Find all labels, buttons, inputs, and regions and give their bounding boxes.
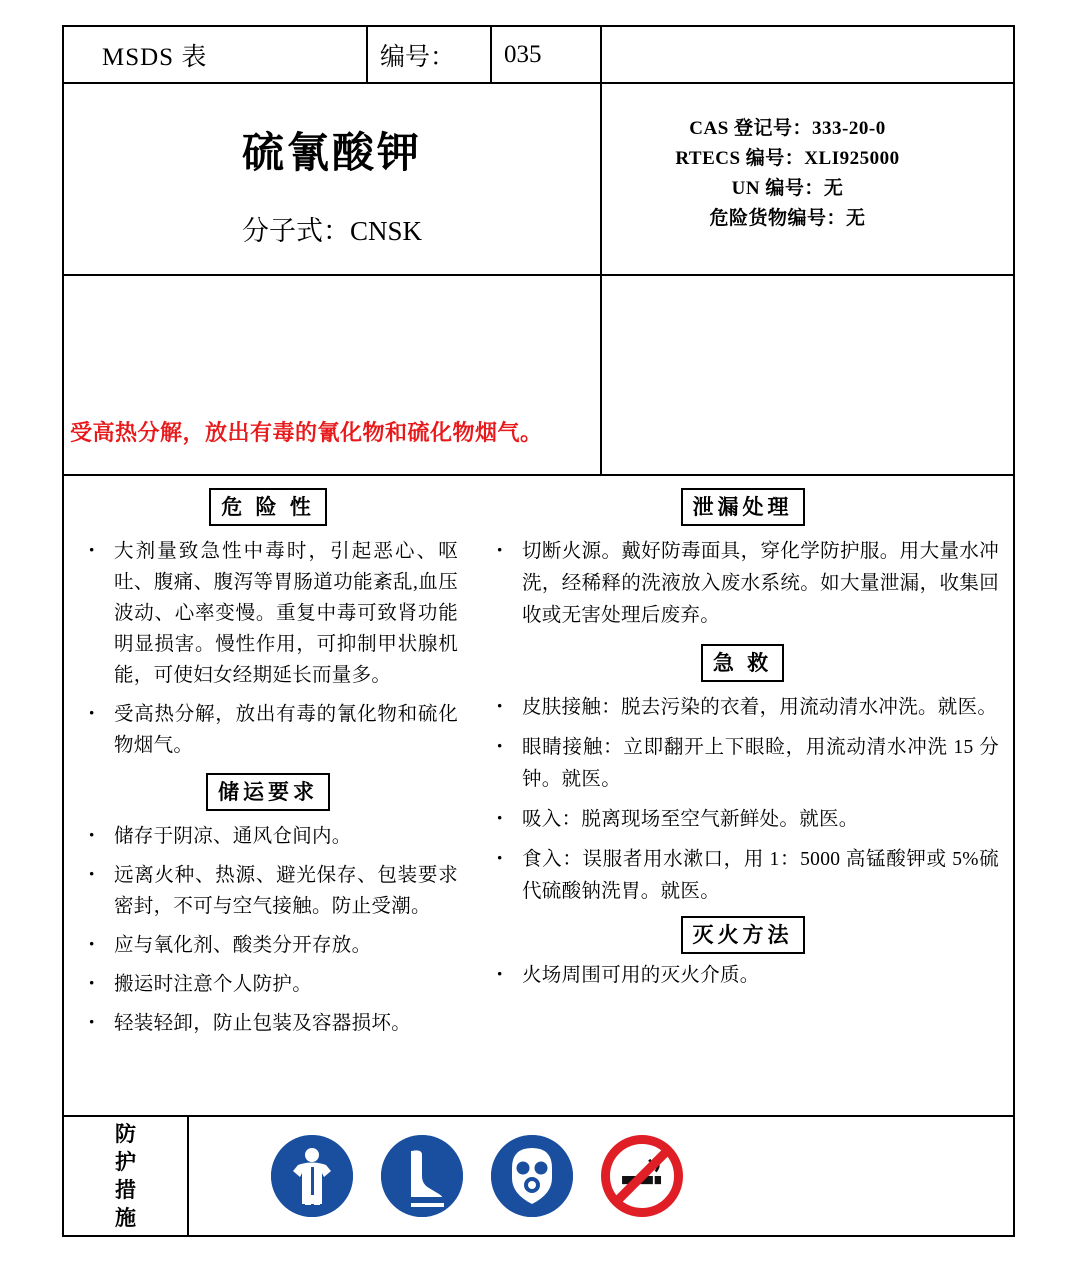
hazard-list bbox=[64, 536, 472, 761]
list-item: · 轻装轻卸，防止包装及容器损坏。 bbox=[80, 1008, 458, 1039]
firefighting-section-header-wrap bbox=[472, 916, 1013, 954]
right-content-column bbox=[472, 476, 1013, 1115]
storage-section-header-wrap bbox=[64, 773, 472, 811]
cas-number: CAS 登记号：333-20-0 bbox=[689, 118, 886, 139]
header-divider bbox=[600, 27, 602, 82]
hazard-section-title: 危 险 性 bbox=[209, 488, 327, 526]
warning-row bbox=[64, 276, 1013, 476]
sheet-header-row bbox=[64, 27, 1013, 84]
list-item: · 吸入：脱离现场至空气新鲜处。就医。 bbox=[488, 804, 999, 836]
protection-pictograms bbox=[189, 1117, 1013, 1235]
list-item: · 火场周围可用的灭火介质。 bbox=[488, 960, 999, 992]
firstaid-section-title: 急 救 bbox=[701, 644, 784, 682]
un-number: UN 编号：无 bbox=[731, 178, 844, 199]
leak-section-title: 泄漏处理 bbox=[681, 488, 805, 526]
red-warning-text: 受高热分解，放出有毒的氰化物和硫化物烟气。 bbox=[70, 420, 543, 445]
content-row bbox=[64, 476, 1013, 1117]
leak-list bbox=[472, 536, 1013, 632]
list-item: · 远离火种、热源、避光保存、包装要求密封，不可与空气接触。防止受潮。 bbox=[80, 860, 458, 922]
list-item: · 储存于阴凉、通风仓间内。 bbox=[80, 821, 458, 852]
protection-label bbox=[64, 1117, 189, 1235]
storage-section-title: 储运要求 bbox=[206, 773, 330, 811]
list-item: · 受高热分解，放出有毒的氰化物和硫化物烟气。 bbox=[80, 699, 458, 761]
chemical-identity-box bbox=[64, 84, 600, 274]
storage-list bbox=[64, 821, 472, 1039]
hazard-section-header-wrap bbox=[64, 488, 472, 526]
firstaid-section-header-wrap bbox=[472, 644, 1013, 682]
protection-label-char: 施 bbox=[115, 1206, 136, 1230]
list-item: · 眼睛接触：立即翻开上下眼睑，用流动清水冲洗 15 分钟。就医。 bbox=[488, 732, 999, 796]
rtecs-number: RTECS 编号：XLI925000 bbox=[675, 148, 900, 169]
list-item: · 食入：误服者用水漱口，用 1：5000 高锰酸钾或 5%硫代硫酸钠洗胃。就医。 bbox=[488, 844, 999, 908]
sheet-type-label: MSDS 表 bbox=[102, 43, 208, 71]
protection-row bbox=[64, 1117, 1013, 1235]
protection-label-char: 护 bbox=[115, 1150, 136, 1174]
list-item: · 搬运时注意个人防护。 bbox=[80, 969, 458, 1000]
protection-label-char: 措 bbox=[115, 1178, 136, 1202]
warning-right-cell bbox=[600, 276, 1013, 474]
gas-mask-icon bbox=[491, 1135, 573, 1217]
no-smoking-icon bbox=[601, 1135, 683, 1217]
list-item: · 切断火源。戴好防毒面具，穿化学防护服。用大量水冲洗，经稀释的洗液放入废水系统。如大量泄漏，收集回收或无害处理后废弃。 bbox=[488, 536, 999, 632]
molecular-formula: 分子式：CNSK bbox=[241, 216, 423, 246]
number-value: 035 bbox=[490, 27, 600, 82]
warning-left-cell bbox=[64, 276, 600, 474]
firstaid-list bbox=[472, 692, 1013, 908]
msds-sheet bbox=[62, 25, 1015, 1237]
left-content-column bbox=[64, 476, 472, 1115]
list-item: · 皮肤接触：脱去污染的衣着，用流动清水冲洗。就医。 bbox=[488, 692, 999, 724]
protective-clothing-icon bbox=[271, 1135, 353, 1217]
safety-boots-icon bbox=[381, 1135, 463, 1217]
firefighting-list bbox=[472, 960, 1013, 992]
identifier-codes-box bbox=[600, 84, 1013, 274]
list-item: · 应与氧化剂、酸类分开存放。 bbox=[80, 930, 458, 961]
identity-row bbox=[64, 84, 1013, 276]
list-item: · 大剂量致急性中毒时，引起恶心、呕吐、腹痛、腹泻等胃肠道功能紊乱,血压波动、心率变慢。重复中毒可致肾功能明显损害。慢性作用，可抑制甲状腺机能，可使妇女经期延长而量多。 bbox=[80, 536, 458, 691]
leak-section-header-wrap bbox=[472, 488, 1013, 526]
number-label: 编号： bbox=[366, 27, 490, 82]
protection-label-char: 防 bbox=[115, 1122, 136, 1146]
chemical-name: 硫氰酸钾 bbox=[241, 131, 422, 177]
dangerous-goods-number: 危险货物编号：无 bbox=[709, 208, 866, 229]
firefighting-section-title: 灭火方法 bbox=[681, 916, 805, 954]
